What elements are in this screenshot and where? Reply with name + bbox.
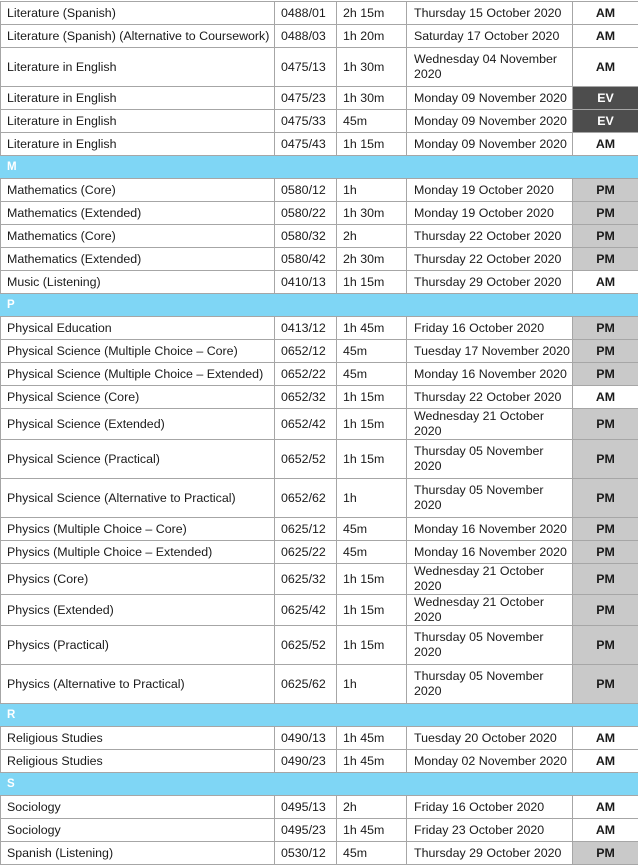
- subject-cell: Physical Education: [1, 317, 275, 340]
- code-cell: 0488/03: [275, 25, 337, 48]
- duration-cell: 1h 45m: [337, 727, 407, 750]
- duration-cell: 1h 15m: [337, 386, 407, 409]
- session-cell: EV: [573, 110, 638, 133]
- date-cell: Monday 09 November 2020: [407, 133, 573, 156]
- session-cell: AM: [573, 2, 638, 25]
- table-row: [1, 409, 638, 440]
- exam-timetable: [0, 1, 638, 865]
- duration-cell: 45m: [337, 518, 407, 541]
- subject-cell: Physics (Practical): [1, 626, 275, 665]
- code-cell: 0580/22: [275, 202, 337, 225]
- date-cell: Wednesday 21 October 2020: [407, 595, 573, 626]
- subject-cell: Literature in English: [1, 48, 275, 87]
- duration-cell: 1h 45m: [337, 819, 407, 842]
- session-cell: PM: [573, 665, 638, 704]
- code-cell: 0410/13: [275, 271, 337, 294]
- duration-cell: 1h 15m: [337, 133, 407, 156]
- date-cell: Wednesday 21 October 2020: [407, 409, 573, 440]
- table-row: [1, 25, 638, 48]
- code-cell: 0652/12: [275, 340, 337, 363]
- date-cell: Thursday 22 October 2020: [407, 225, 573, 248]
- session-cell: PM: [573, 595, 638, 626]
- session-cell: PM: [573, 479, 638, 518]
- duration-cell: 2h: [337, 796, 407, 819]
- date-cell: Wednesday 04 November 2020: [407, 48, 573, 87]
- date-cell: Thursday 05 November 2020: [407, 440, 573, 479]
- subject-cell: Literature in English: [1, 110, 275, 133]
- table-row: [1, 48, 638, 87]
- table-row: [1, 665, 638, 704]
- table-row: [1, 541, 638, 564]
- code-cell: 0413/12: [275, 317, 337, 340]
- date-cell: Saturday 17 October 2020: [407, 25, 573, 48]
- duration-cell: 1h 15m: [337, 564, 407, 595]
- duration-cell: 45m: [337, 340, 407, 363]
- session-cell: PM: [573, 317, 638, 340]
- duration-cell: 1h 15m: [337, 626, 407, 665]
- duration-cell: 1h: [337, 479, 407, 518]
- session-cell: PM: [573, 626, 638, 665]
- date-cell: Monday 16 November 2020: [407, 363, 573, 386]
- date-cell: Wednesday 21 October 2020: [407, 564, 573, 595]
- duration-cell: 1h 15m: [337, 409, 407, 440]
- subject-cell: Physical Science (Extended): [1, 409, 275, 440]
- table-row: [1, 564, 638, 595]
- subject-cell: Mathematics (Extended): [1, 248, 275, 271]
- date-cell: Monday 16 November 2020: [407, 518, 573, 541]
- date-cell: Thursday 22 October 2020: [407, 248, 573, 271]
- table-row: [1, 440, 638, 479]
- code-cell: 0625/12: [275, 518, 337, 541]
- code-cell: 0490/23: [275, 750, 337, 773]
- duration-cell: 2h 15m: [337, 2, 407, 25]
- date-cell: Tuesday 17 November 2020: [407, 340, 573, 363]
- subject-cell: Mathematics (Core): [1, 179, 275, 202]
- session-cell: PM: [573, 564, 638, 595]
- date-cell: Friday 23 October 2020: [407, 819, 573, 842]
- table-row: [1, 340, 638, 363]
- subject-cell: Religious Studies: [1, 750, 275, 773]
- section-letter: M: [1, 156, 638, 179]
- table-row: [1, 202, 638, 225]
- code-cell: 0475/43: [275, 133, 337, 156]
- code-cell: 0625/32: [275, 564, 337, 595]
- table-row: [1, 248, 638, 271]
- session-cell: AM: [573, 727, 638, 750]
- duration-cell: 2h: [337, 225, 407, 248]
- code-cell: 0580/32: [275, 225, 337, 248]
- date-cell: Friday 16 October 2020: [407, 317, 573, 340]
- duration-cell: 45m: [337, 363, 407, 386]
- date-cell: Thursday 29 October 2020: [407, 271, 573, 294]
- subject-cell: Religious Studies: [1, 727, 275, 750]
- table-row: [1, 727, 638, 750]
- table-row: [1, 133, 638, 156]
- subject-cell: Physics (Extended): [1, 595, 275, 626]
- subject-cell: Physics (Alternative to Practical): [1, 665, 275, 704]
- duration-cell: 1h 30m: [337, 87, 407, 110]
- session-cell: PM: [573, 440, 638, 479]
- code-cell: 0625/52: [275, 626, 337, 665]
- duration-cell: 1h 15m: [337, 440, 407, 479]
- date-cell: Friday 16 October 2020: [407, 796, 573, 819]
- table-row: [1, 2, 638, 25]
- code-cell: 0652/32: [275, 386, 337, 409]
- code-cell: 0652/52: [275, 440, 337, 479]
- code-cell: 0495/13: [275, 796, 337, 819]
- code-cell: 0652/42: [275, 409, 337, 440]
- duration-cell: 45m: [337, 842, 407, 865]
- code-cell: 0488/01: [275, 2, 337, 25]
- table-row: [1, 225, 638, 248]
- subject-cell: Physical Science (Alternative to Practical): [1, 479, 275, 518]
- session-cell: AM: [573, 750, 638, 773]
- code-cell: 0652/22: [275, 363, 337, 386]
- session-cell: PM: [573, 842, 638, 865]
- duration-cell: 45m: [337, 110, 407, 133]
- date-cell: Tuesday 20 October 2020: [407, 727, 573, 750]
- code-cell: 0490/13: [275, 727, 337, 750]
- code-cell: 0495/23: [275, 819, 337, 842]
- date-cell: Thursday 15 October 2020: [407, 2, 573, 25]
- table-row: [1, 110, 638, 133]
- section-letter: R: [1, 704, 638, 727]
- table-row: [1, 819, 638, 842]
- code-cell: 0475/23: [275, 87, 337, 110]
- session-cell: EV: [573, 87, 638, 110]
- date-cell: Thursday 05 November 2020: [407, 479, 573, 518]
- code-cell: 0652/62: [275, 479, 337, 518]
- code-cell: 0625/62: [275, 665, 337, 704]
- table-row: [1, 179, 638, 202]
- duration-cell: 1h 15m: [337, 271, 407, 294]
- table-row: [1, 842, 638, 865]
- duration-cell: 45m: [337, 541, 407, 564]
- duration-cell: 1h 20m: [337, 25, 407, 48]
- session-cell: PM: [573, 202, 638, 225]
- duration-cell: 1h: [337, 665, 407, 704]
- date-cell: Monday 02 November 2020: [407, 750, 573, 773]
- code-cell: 0580/42: [275, 248, 337, 271]
- date-cell: Monday 19 October 2020: [407, 179, 573, 202]
- table-row: [1, 750, 638, 773]
- section-letter: S: [1, 773, 638, 796]
- session-cell: PM: [573, 541, 638, 564]
- code-cell: 0475/33: [275, 110, 337, 133]
- date-cell: Monday 09 November 2020: [407, 87, 573, 110]
- date-cell: Thursday 05 November 2020: [407, 626, 573, 665]
- subject-cell: Literature in English: [1, 87, 275, 110]
- session-cell: PM: [573, 179, 638, 202]
- subject-cell: Sociology: [1, 819, 275, 842]
- subject-cell: Literature (Spanish): [1, 2, 275, 25]
- table-row: [1, 518, 638, 541]
- table-row: [1, 363, 638, 386]
- table-row: [1, 271, 638, 294]
- code-cell: 0580/12: [275, 179, 337, 202]
- date-cell: Thursday 22 October 2020: [407, 386, 573, 409]
- subject-cell: Literature in English: [1, 133, 275, 156]
- subject-cell: Physics (Core): [1, 564, 275, 595]
- table-row: [1, 626, 638, 665]
- section-header-row: [1, 156, 638, 179]
- session-cell: PM: [573, 518, 638, 541]
- subject-cell: Physics (Multiple Choice – Core): [1, 518, 275, 541]
- duration-cell: 1h 30m: [337, 202, 407, 225]
- session-cell: AM: [573, 133, 638, 156]
- section-header-row: [1, 294, 638, 317]
- code-cell: 0625/42: [275, 595, 337, 626]
- session-cell: PM: [573, 409, 638, 440]
- timetable-body: [1, 2, 638, 865]
- session-cell: AM: [573, 796, 638, 819]
- subject-cell: Physical Science (Core): [1, 386, 275, 409]
- date-cell: Thursday 05 November 2020: [407, 665, 573, 704]
- table-row: [1, 796, 638, 819]
- subject-cell: Mathematics (Extended): [1, 202, 275, 225]
- subject-cell: Music (Listening): [1, 271, 275, 294]
- session-cell: AM: [573, 386, 638, 409]
- session-cell: AM: [573, 819, 638, 842]
- table-row: [1, 479, 638, 518]
- subject-cell: Spanish (Listening): [1, 842, 275, 865]
- date-cell: Monday 16 November 2020: [407, 541, 573, 564]
- subject-cell: Physics (Multiple Choice – Extended): [1, 541, 275, 564]
- session-cell: PM: [573, 340, 638, 363]
- table-row: [1, 386, 638, 409]
- section-header-row: [1, 704, 638, 727]
- code-cell: 0625/22: [275, 541, 337, 564]
- session-cell: AM: [573, 25, 638, 48]
- duration-cell: 2h 30m: [337, 248, 407, 271]
- subject-cell: Sociology: [1, 796, 275, 819]
- session-cell: PM: [573, 225, 638, 248]
- subject-cell: Physical Science (Multiple Choice – Core): [1, 340, 275, 363]
- table-row: [1, 317, 638, 340]
- table-row: [1, 595, 638, 626]
- date-cell: Monday 19 October 2020: [407, 202, 573, 225]
- duration-cell: 1h: [337, 179, 407, 202]
- session-cell: PM: [573, 248, 638, 271]
- subject-cell: Physical Science (Multiple Choice – Extended): [1, 363, 275, 386]
- duration-cell: 1h 30m: [337, 48, 407, 87]
- section-letter: P: [1, 294, 638, 317]
- date-cell: Thursday 29 October 2020: [407, 842, 573, 865]
- date-cell: Monday 09 November 2020: [407, 110, 573, 133]
- duration-cell: 1h 45m: [337, 750, 407, 773]
- duration-cell: 1h 45m: [337, 317, 407, 340]
- subject-cell: Literature (Spanish) (Alternative to Coursework): [1, 25, 275, 48]
- table-row: [1, 87, 638, 110]
- code-cell: 0530/12: [275, 842, 337, 865]
- duration-cell: 1h 15m: [337, 595, 407, 626]
- session-cell: AM: [573, 48, 638, 87]
- subject-cell: Mathematics (Core): [1, 225, 275, 248]
- code-cell: 0475/13: [275, 48, 337, 87]
- session-cell: AM: [573, 271, 638, 294]
- session-cell: PM: [573, 363, 638, 386]
- subject-cell: Physical Science (Practical): [1, 440, 275, 479]
- section-header-row: [1, 773, 638, 796]
